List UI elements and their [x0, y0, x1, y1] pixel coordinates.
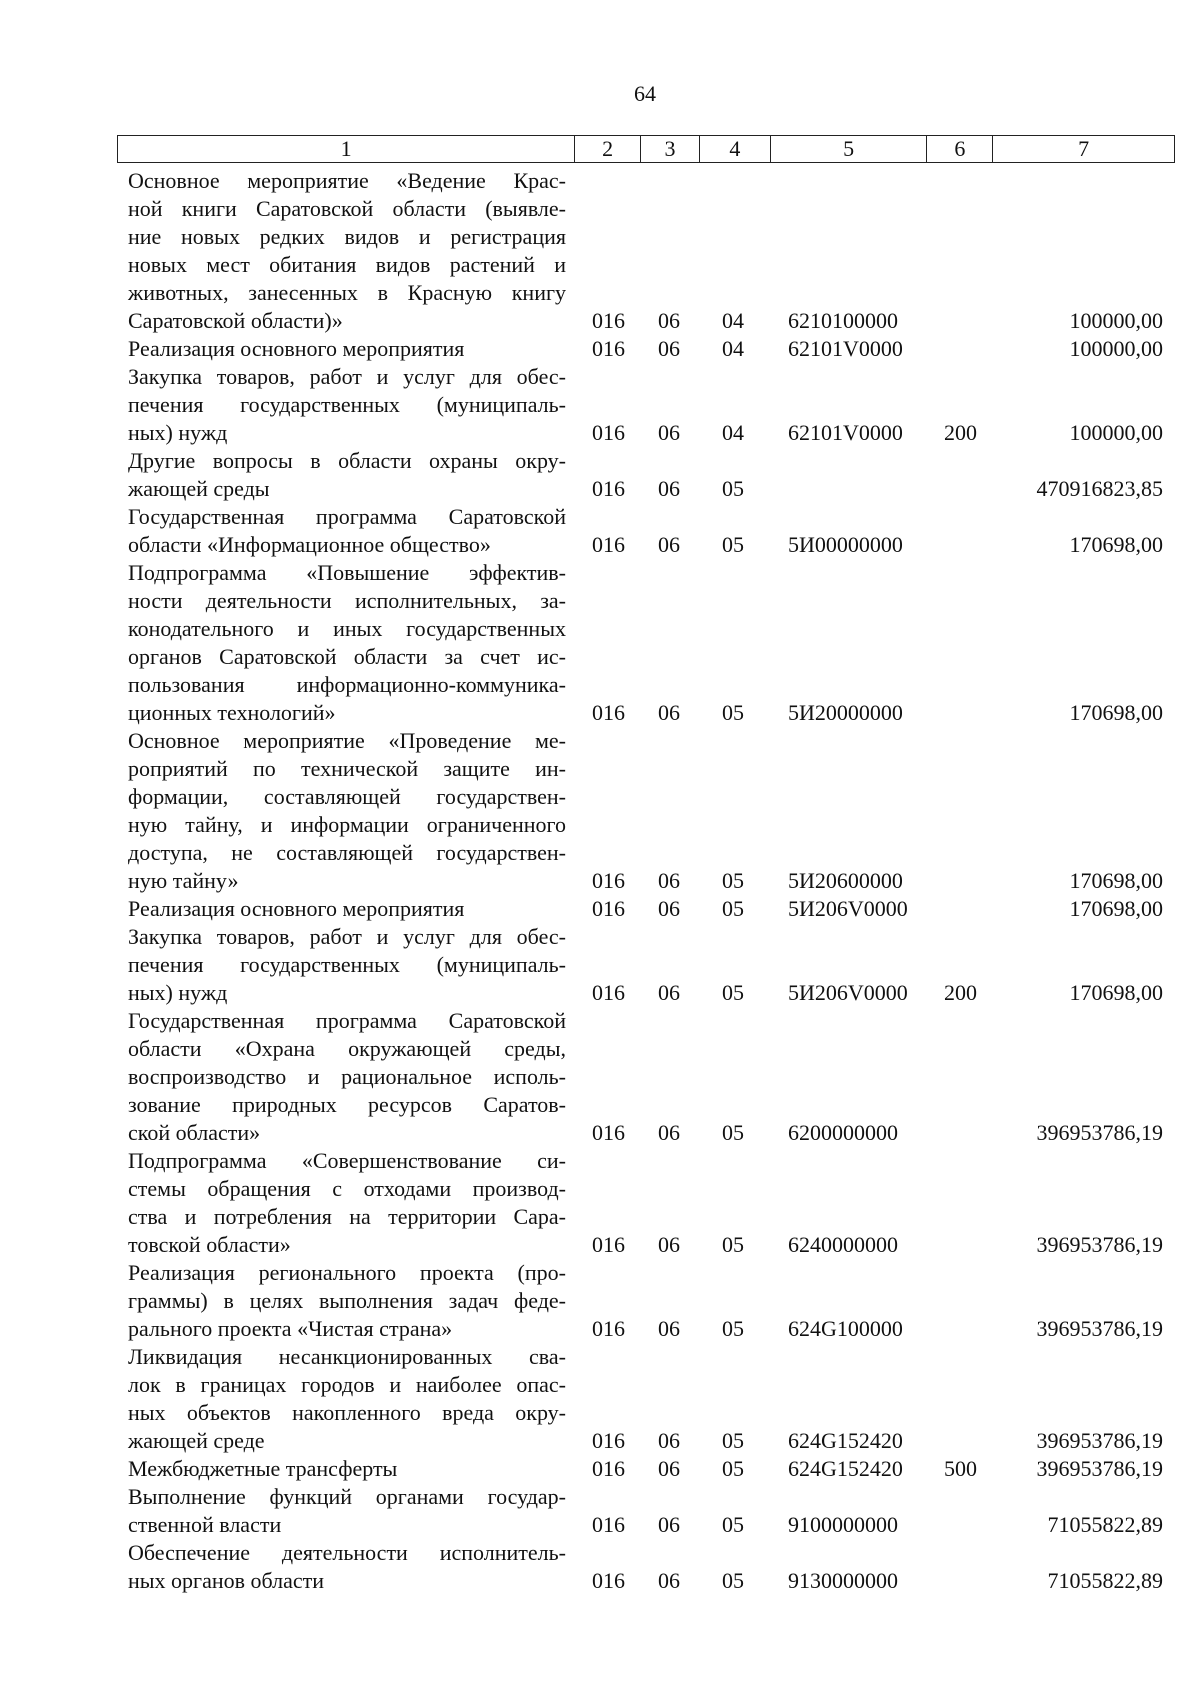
description-line: зование природных ресурсов Саратов- — [128, 1092, 566, 1117]
row-description — [128, 727, 566, 895]
description-line: воспроизводство и рациональное исполь- — [128, 1064, 566, 1089]
cell-c5: 9130000000 — [788, 1568, 898, 1593]
description-line: ционных технологий» — [128, 700, 336, 725]
table-row — [0, 167, 1200, 335]
description-line: товской области» — [128, 1232, 291, 1257]
row-description — [128, 1007, 566, 1147]
cell-c4: 04 — [722, 308, 744, 333]
description-line: Реализация основного мероприятия — [128, 336, 465, 361]
cell-c5: 5И00000000 — [788, 532, 903, 557]
table-row — [0, 1455, 1200, 1483]
cell-c4: 05 — [722, 1316, 744, 1341]
description-line: доступа, не составляющей государствен- — [128, 840, 566, 865]
cell-c2: 016 — [592, 1316, 625, 1341]
header-cell-5: 5 — [771, 136, 928, 162]
row-description — [128, 335, 566, 363]
cell-c3: 06 — [658, 1316, 680, 1341]
cell-c4: 05 — [722, 700, 744, 725]
cell-c3: 06 — [658, 1120, 680, 1145]
cell-c5: 5И206V0000 — [788, 896, 908, 921]
cell-c6: 500 — [944, 1456, 977, 1481]
cell-c2: 016 — [592, 1428, 625, 1453]
header-cell-7: 7 — [1078, 136, 1090, 161]
cell-c5: 624G100000 — [788, 1316, 903, 1341]
cell-c7: 71055822,89 — [1047, 1512, 1163, 1537]
description-line: стемы обращения с отходами производ- — [128, 1176, 566, 1201]
cell-c3: 06 — [658, 532, 680, 557]
table-row — [0, 895, 1200, 923]
cell-c5: 5И20000000 — [788, 700, 903, 725]
description-line: области «Охрана окружающей среды, — [128, 1036, 566, 1061]
cell-c3: 06 — [658, 1232, 680, 1257]
cell-c3: 06 — [658, 420, 680, 445]
description-line: Закупка товаров, работ и услуг для обес- — [128, 364, 566, 389]
cell-c2: 016 — [592, 980, 625, 1005]
cell-c7: 396953786,19 — [1036, 1456, 1163, 1481]
cell-c2: 016 — [592, 1568, 625, 1593]
table-row — [0, 923, 1200, 1007]
row-description — [128, 447, 566, 503]
description-line: лок в границах городов и наиболее опас- — [128, 1372, 566, 1397]
description-line: ных органов области — [128, 1568, 325, 1593]
cell-c5: 6240000000 — [788, 1232, 898, 1257]
cell-c5: 624G152420 — [788, 1456, 903, 1481]
description-line: ную тайну» — [128, 868, 239, 893]
cell-c7: 170698,00 — [1069, 532, 1163, 557]
description-line: Основное мероприятие «Проведение ме- — [128, 728, 566, 753]
cell-c5: 6210100000 — [788, 308, 898, 333]
cell-c5: 6200000000 — [788, 1120, 898, 1145]
cell-c3: 06 — [658, 1456, 680, 1481]
description-line: Межбюджетные трансферты — [128, 1456, 398, 1481]
cell-c4: 05 — [722, 980, 744, 1005]
description-line: роприятий по технической защите ин- — [128, 756, 566, 781]
description-line: печения государственных (муниципаль- — [128, 952, 566, 977]
row-description — [128, 895, 566, 923]
cell-c2: 016 — [592, 420, 625, 445]
cell-c7: 100000,00 — [1069, 420, 1163, 445]
cell-c7: 71055822,89 — [1047, 1568, 1163, 1593]
description-line: Другие вопросы в области охраны окру- — [128, 448, 566, 473]
description-line: Основное мероприятие «Ведение Крас- — [128, 168, 566, 193]
cell-c2: 016 — [592, 476, 625, 501]
description-line: Государственная программа Саратовской — [128, 504, 566, 529]
page-number: 64 — [634, 81, 656, 106]
description-line: пользования информационно-коммуника- — [128, 672, 566, 697]
table-row — [0, 1343, 1200, 1455]
description-line: Подпрограмма «Совершенствование си- — [128, 1148, 566, 1173]
table-row — [0, 363, 1200, 447]
table-body — [0, 167, 1200, 1595]
cell-c4: 05 — [722, 1120, 744, 1145]
cell-c3: 06 — [658, 336, 680, 361]
cell-c7: 170698,00 — [1069, 980, 1163, 1005]
cell-c2: 016 — [592, 868, 625, 893]
table-row — [0, 503, 1200, 559]
cell-c4: 05 — [722, 1428, 744, 1453]
cell-c7: 170698,00 — [1069, 896, 1163, 921]
cell-c4: 05 — [722, 896, 744, 921]
description-line: Реализация основного мероприятия — [128, 896, 465, 921]
cell-c7: 100000,00 — [1069, 336, 1163, 361]
row-description — [128, 1455, 566, 1483]
cell-c2: 016 — [592, 532, 625, 557]
row-description — [128, 559, 566, 727]
description-line: рального проекта «Чистая страна» — [128, 1316, 453, 1341]
cell-c2: 016 — [592, 336, 625, 361]
cell-c2: 016 — [592, 1512, 625, 1537]
description-line: конодательного и иных государственных — [128, 616, 566, 641]
cell-c3: 06 — [658, 980, 680, 1005]
table-row — [0, 335, 1200, 363]
description-line: жающей среде — [128, 1428, 265, 1453]
cell-c3: 06 — [658, 700, 680, 725]
table-row — [0, 1259, 1200, 1343]
row-description — [128, 1483, 566, 1539]
description-line: Обеспечение деятельности исполнитель- — [128, 1540, 566, 1565]
cell-c7: 170698,00 — [1069, 700, 1163, 725]
table-header — [117, 135, 1175, 163]
cell-c3: 06 — [658, 1568, 680, 1593]
description-line: Государственная программа Саратовской — [128, 1008, 566, 1033]
cell-c6: 200 — [944, 420, 977, 445]
description-line: органов Саратовской области за счет ис- — [128, 644, 566, 669]
cell-c2: 016 — [592, 308, 625, 333]
cell-c2: 016 — [592, 896, 625, 921]
cell-c4: 04 — [722, 420, 744, 445]
cell-c4: 05 — [722, 1232, 744, 1257]
cell-c2: 016 — [592, 1456, 625, 1481]
row-description — [128, 1343, 566, 1455]
row-description — [128, 923, 566, 1007]
cell-c4: 04 — [722, 336, 744, 361]
cell-c7: 100000,00 — [1069, 308, 1163, 333]
cell-c5: 62101V0000 — [788, 420, 903, 445]
description-line: ных объектов накопленного вреда окру- — [128, 1400, 566, 1425]
row-description — [128, 363, 566, 447]
row-description — [128, 1539, 566, 1595]
row-description — [128, 167, 566, 335]
cell-c4: 05 — [722, 476, 744, 501]
description-line: Ликвидация несанкционированных сва- — [128, 1344, 566, 1369]
cell-c3: 06 — [658, 1512, 680, 1537]
table-row — [0, 727, 1200, 895]
description-line: области «Информационное общество» — [128, 532, 491, 557]
cell-c7: 396953786,19 — [1036, 1428, 1163, 1453]
description-line: жающей среды — [128, 476, 270, 501]
cell-c5: 5И20600000 — [788, 868, 903, 893]
cell-c4: 05 — [722, 1568, 744, 1593]
cell-c3: 06 — [658, 476, 680, 501]
description-line: ства и потребления на территории Сара- — [128, 1204, 566, 1229]
description-line: новых мест обитания видов растений и — [128, 252, 566, 277]
header-cell-2: 2 — [575, 136, 641, 162]
cell-c5: 5И206V0000 — [788, 980, 908, 1005]
description-line: формации, составляющей государствен- — [128, 784, 566, 809]
cell-c5: 624G152420 — [788, 1428, 903, 1453]
description-line: Саратовской области)» — [128, 308, 343, 333]
cell-c4: 05 — [722, 1456, 744, 1481]
description-line: животных, занесенных в Красную книгу — [128, 280, 566, 305]
description-line: Подпрограмма «Повышение эффектив- — [128, 560, 566, 585]
cell-c3: 06 — [658, 1428, 680, 1453]
description-line: ную тайну, и информации ограниченного — [128, 812, 566, 837]
description-line: печения государственных (муниципаль- — [128, 392, 566, 417]
cell-c4: 05 — [722, 868, 744, 893]
row-description — [128, 1147, 566, 1259]
description-line: ние новых редких видов и регистрация — [128, 224, 566, 249]
table-row — [0, 1147, 1200, 1259]
cell-c5: 9100000000 — [788, 1512, 898, 1537]
table-row — [0, 1483, 1200, 1539]
cell-c7: 470916823,85 — [1036, 476, 1163, 501]
table-row — [0, 1007, 1200, 1147]
description-line: ности деятельности исполнительных, за- — [128, 588, 566, 613]
cell-c2: 016 — [592, 1232, 625, 1257]
table-row — [0, 1539, 1200, 1595]
cell-c7: 396953786,19 — [1036, 1232, 1163, 1257]
header-cell-1: 1 — [118, 136, 575, 162]
cell-c4: 05 — [722, 532, 744, 557]
cell-c6: 200 — [944, 980, 977, 1005]
description-line: ных) нужд — [128, 420, 228, 445]
table-row — [0, 447, 1200, 503]
header-cell-4: 4 — [700, 136, 771, 162]
header-cell-3: 3 — [641, 136, 700, 162]
cell-c3: 06 — [658, 896, 680, 921]
cell-c7: 396953786,19 — [1036, 1316, 1163, 1341]
header-cell-6: 6 — [927, 136, 993, 162]
cell-c4: 05 — [722, 1512, 744, 1537]
description-line: Реализация регионального проекта (про- — [128, 1260, 566, 1285]
description-line: Закупка товаров, работ и услуг для обес- — [128, 924, 566, 949]
table-row — [0, 559, 1200, 727]
cell-c2: 016 — [592, 1120, 625, 1145]
cell-c7: 170698,00 — [1069, 868, 1163, 893]
description-line: граммы) в целях выполнения задач феде- — [128, 1288, 566, 1313]
cell-c2: 016 — [592, 700, 625, 725]
description-line: Выполнение функций органами государ- — [128, 1484, 566, 1509]
description-line: ственной власти — [128, 1512, 282, 1537]
cell-c5: 62101V0000 — [788, 336, 903, 361]
description-line: ных) нужд — [128, 980, 228, 1005]
cell-c7: 396953786,19 — [1036, 1120, 1163, 1145]
cell-c3: 06 — [658, 308, 680, 333]
description-line: ской области» — [128, 1120, 261, 1145]
cell-c3: 06 — [658, 868, 680, 893]
row-description — [128, 1259, 566, 1343]
row-description — [128, 503, 566, 559]
description-line: ной книги Саратовской области (выявле- — [128, 196, 566, 221]
